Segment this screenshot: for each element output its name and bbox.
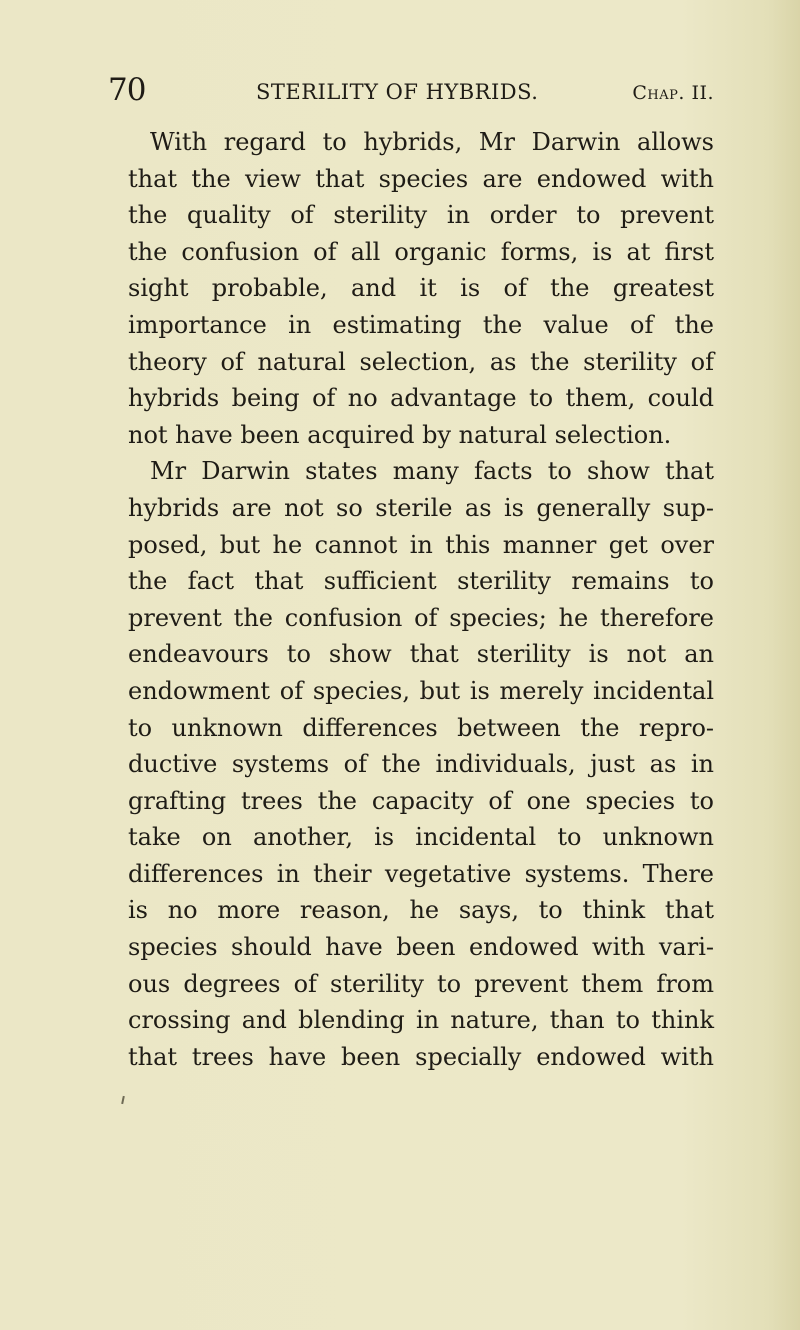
page-header (108, 70, 714, 114)
text-line: sight probable, and it is of the greatest (128, 274, 714, 303)
chapter-label: Chap. II. (632, 82, 714, 104)
text-line: endowment of species, but is merely incidental (128, 676, 714, 705)
text-line: not have been acquired by natural selection. (128, 420, 672, 449)
text-line: grafting trees the capacity of one species to (128, 786, 714, 815)
text-line: the confusion of all organic forms, is at first (128, 237, 714, 266)
text-line: hybrids being of no advantage to them, could (128, 384, 714, 413)
text-line: endeavours to show that sterility is not an (128, 640, 714, 669)
text-line: is no more reason, he says, to think that (128, 896, 714, 925)
text-line: With regard to hybrids, Mr Darwin allows (150, 128, 714, 156)
text-line: theory of natural selection, as the sterility of (128, 347, 714, 376)
text-line: that the view that species are endowed with (128, 164, 714, 193)
running-title: STERILITY OF HYBRIDS. (256, 80, 539, 104)
text-line: importance in estimating the value of the (128, 310, 714, 339)
text-line: posed, but he cannot in this manner get over (128, 530, 714, 559)
text-line: the quality of sterility in order to prevent (128, 201, 714, 230)
text-line: take on another, is incidental to unknown (128, 823, 714, 852)
body-text (128, 124, 714, 1075)
text-line: hybrids are not so sterile as is generally sup- (128, 493, 714, 522)
text-line: differences in their vegetative systems. There (128, 859, 714, 888)
text-line: prevent the confusion of species; he therefore (128, 603, 714, 632)
text-line: ous degrees of sterility to prevent them from (128, 969, 714, 998)
text-line: the fact that sufficient sterility remains to (128, 567, 714, 596)
text-line: species should have been endowed with vari- (128, 933, 714, 962)
text-line: crossing and blending in nature, than to think (128, 1006, 714, 1035)
text-line: to unknown differences between the repro- (128, 713, 714, 742)
text-line: that trees have been specially endowed with (128, 1042, 714, 1071)
text-line: ductive systems of the individuals, just as in (128, 750, 714, 779)
page-number: 70 (108, 72, 146, 108)
text-line: Mr Darwin states many facts to show that (150, 457, 714, 486)
ink-speck (121, 1096, 125, 1104)
